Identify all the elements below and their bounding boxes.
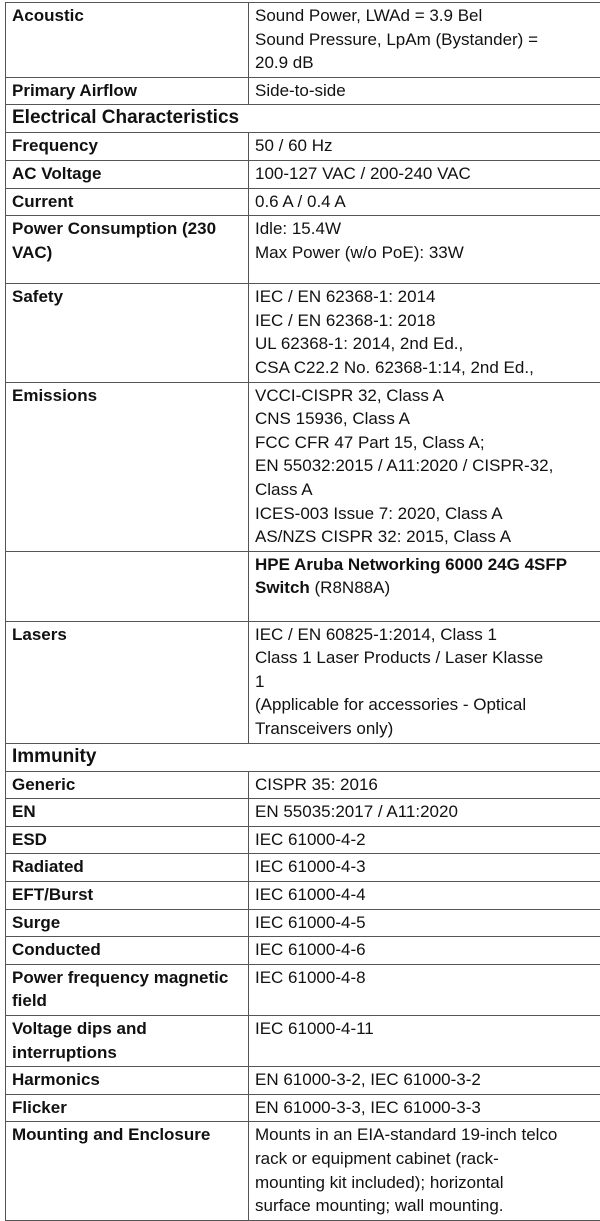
row-key: AC Voltage [6, 160, 249, 188]
row-value [249, 771, 600, 799]
row-key: Safety [6, 284, 249, 382]
value-line: IEC / EN 60825-1:2014, Class 1 [255, 623, 600, 647]
row-value [249, 284, 600, 382]
value-line: surface mounting; wall mounting. [255, 1194, 600, 1218]
value-line: ICES-003 Issue 7: 2020, Class A [255, 502, 600, 526]
table-row [6, 1067, 600, 1095]
value-line: IEC / EN 62368-1: 2018 [255, 309, 600, 333]
value-line: EN 55035:2017 / A11:2020 [255, 800, 600, 824]
row-value [249, 188, 600, 216]
value-line: IEC 61000-4-3 [255, 855, 600, 879]
row-value [249, 799, 600, 827]
spec-table [5, 2, 600, 1221]
table-row [6, 826, 600, 854]
row-value [249, 854, 600, 882]
value-line: 0.6 A / 0.4 A [255, 190, 600, 214]
table-row [6, 1094, 600, 1122]
table-row [6, 133, 600, 161]
product-name-line [255, 555, 567, 598]
row-key: Mounting and Enclosure [6, 1122, 249, 1220]
row-value [249, 1122, 600, 1220]
table-row [6, 937, 600, 965]
value-line: 50 / 60 Hz [255, 134, 600, 158]
value-line: 20.9 dB [255, 51, 600, 75]
row-key: Acoustic [6, 3, 249, 78]
value-line: EN 61000-3-3, IEC 61000-3-3 [255, 1096, 600, 1120]
table-row [6, 621, 600, 743]
row-key: Surge [6, 909, 249, 937]
value-line: CISPR 35: 2016 [255, 773, 600, 797]
section-heading: Electrical Characteristics [6, 105, 600, 133]
row-key: Radiated [6, 854, 249, 882]
value-line: IEC 61000-4-2 [255, 828, 600, 852]
value-line: Sound Pressure, LpAm (Bystander) = [255, 28, 600, 52]
value-line: EN 55032:2015 / A11:2020 / CISPR-32, [255, 454, 600, 478]
row-key: Generic [6, 771, 249, 799]
row-value [249, 1016, 600, 1067]
row-key: Current [6, 188, 249, 216]
row-key: Flicker [6, 1094, 249, 1122]
value-line: CNS 15936, Class A [255, 407, 600, 431]
row-value [249, 909, 600, 937]
value-line: CSA C22.2 No. 62368-1:14, 2nd Ed., [255, 356, 600, 380]
row-value [249, 133, 600, 161]
value-line: Class 1 Laser Products / Laser Klasse [255, 646, 600, 670]
value-line: IEC 61000-4-6 [255, 938, 600, 962]
row-key: Power Consumption (230 VAC) [6, 216, 249, 284]
row-key: Voltage dips and interruptions [6, 1016, 249, 1067]
row-key: Power frequency magnetic field [6, 964, 249, 1015]
section-row [6, 743, 600, 771]
section-row [6, 105, 600, 133]
table-row [6, 188, 600, 216]
table-row [6, 77, 600, 105]
table-row [6, 1122, 600, 1220]
value-line: IEC 61000-4-11 [255, 1017, 600, 1041]
row-value [249, 160, 600, 188]
value-line: FCC CFR 47 Part 15, Class A; [255, 431, 600, 455]
table-row [6, 216, 600, 284]
row-key: Lasers [6, 621, 249, 743]
value-line: UL 62368-1: 2014, 2nd Ed., [255, 332, 600, 356]
row-value [249, 964, 600, 1015]
row-value [249, 621, 600, 743]
table-row [6, 799, 600, 827]
product-name: HPE Aruba Networking 6000 24G 4SFP Switch [255, 555, 567, 598]
value-line: Side-to-side [255, 79, 600, 103]
table-row [6, 964, 600, 1015]
row-key: ESD [6, 826, 249, 854]
row-key: EN [6, 799, 249, 827]
table-row [6, 3, 600, 78]
section-heading: Immunity [6, 743, 600, 771]
product-sku: (R8N88A) [310, 578, 390, 597]
value-line: VCCI-CISPR 32, Class A [255, 384, 600, 408]
product-name-cell [249, 551, 600, 621]
value-line: Idle: 15.4W [255, 217, 600, 241]
value-line: AS/NZS CISPR 32: 2015, Class A [255, 525, 600, 549]
value-line: EN 61000-3-2, IEC 61000-3-2 [255, 1068, 600, 1092]
row-key [6, 551, 249, 621]
value-line: (Applicable for accessories - Optical [255, 693, 600, 717]
value-line: 1 [255, 670, 600, 694]
row-key: Emissions [6, 382, 249, 551]
value-line: mounting kit included); horizontal [255, 1171, 600, 1195]
table-row [6, 1016, 600, 1067]
table-row [6, 882, 600, 910]
table-row [6, 771, 600, 799]
value-line: Class A [255, 478, 600, 502]
row-value [249, 77, 600, 105]
row-value [249, 382, 600, 551]
row-value [249, 1094, 600, 1122]
value-line: rack or equipment cabinet (rack- [255, 1147, 600, 1171]
table-row [6, 854, 600, 882]
value-line: IEC 61000-4-4 [255, 883, 600, 907]
value-line: IEC / EN 62368-1: 2014 [255, 285, 600, 309]
row-key: Harmonics [6, 1067, 249, 1095]
row-key: Conducted [6, 937, 249, 965]
table-row [6, 551, 600, 621]
table-row [6, 382, 600, 551]
row-value [249, 826, 600, 854]
row-key: EFT/Burst [6, 882, 249, 910]
row-value [249, 1067, 600, 1095]
value-line: Max Power (w/o PoE): 33W [255, 241, 600, 265]
row-value [249, 3, 600, 78]
table-row [6, 160, 600, 188]
row-value [249, 216, 600, 284]
value-line: Sound Power, LWAd = 3.9 Bel [255, 4, 600, 28]
value-line: IEC 61000-4-8 [255, 966, 600, 990]
table-row [6, 284, 600, 382]
table-row [6, 909, 600, 937]
row-key: Frequency [6, 133, 249, 161]
value-line: 100-127 VAC / 200-240 VAC [255, 162, 600, 186]
row-key: Primary Airflow [6, 77, 249, 105]
value-line: IEC 61000-4-5 [255, 911, 600, 935]
value-line: Mounts in an EIA-standard 19-inch telco [255, 1123, 600, 1147]
row-value [249, 937, 600, 965]
row-value [249, 882, 600, 910]
value-line: Transceivers only) [255, 717, 600, 741]
